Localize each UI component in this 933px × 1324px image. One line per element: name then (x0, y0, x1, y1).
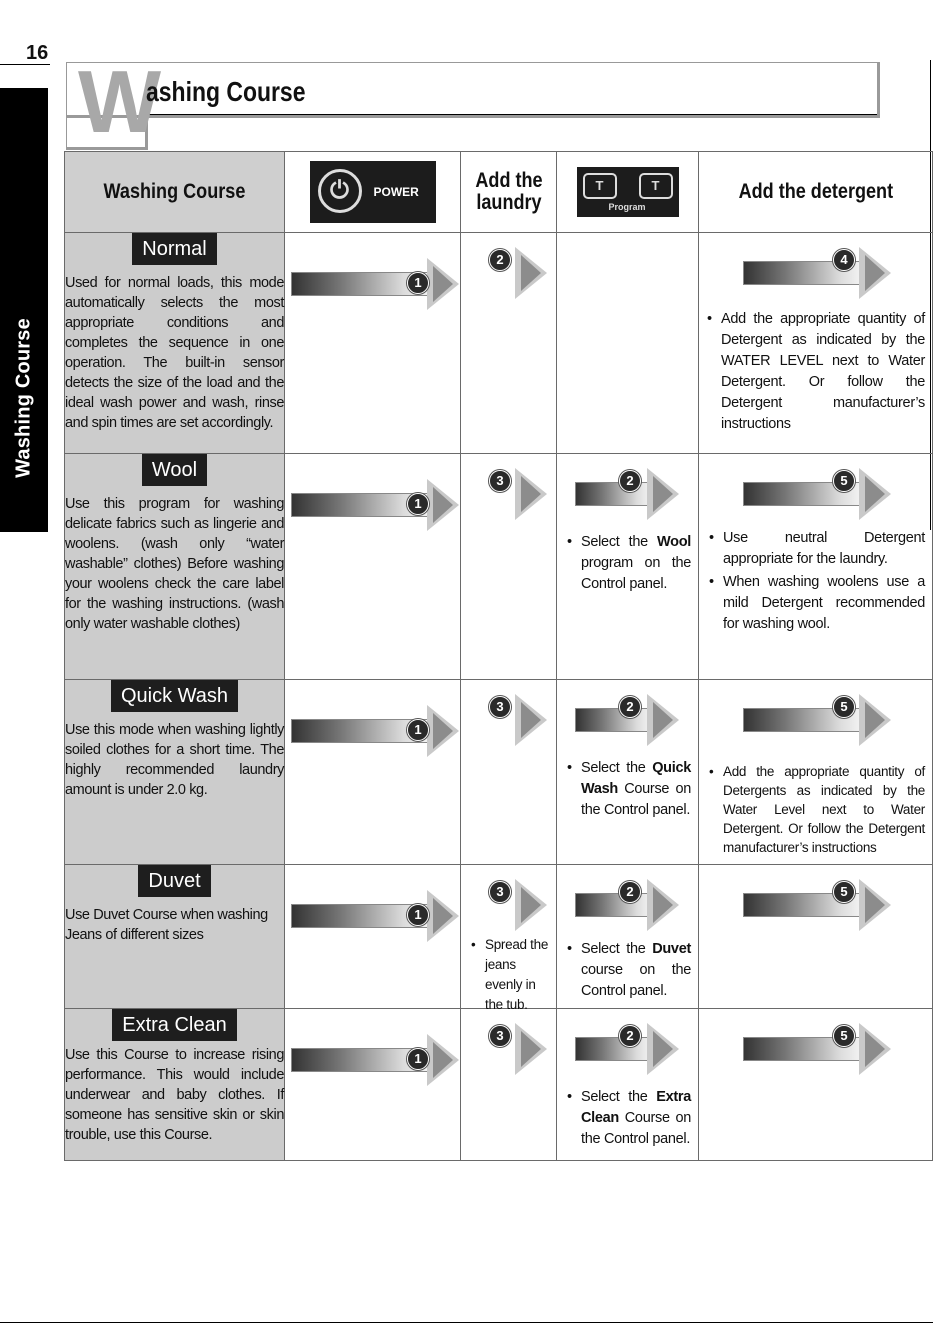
step-number: 5 (833, 1025, 855, 1047)
laundry-step-cell (461, 865, 557, 1012)
step-number: 1 (407, 904, 429, 926)
title-rule (145, 114, 877, 115)
step-arrow (469, 247, 547, 299)
program-note (567, 1087, 691, 1152)
step-arrow (469, 694, 547, 746)
detergent-note (709, 528, 925, 637)
step-number: 2 (619, 470, 641, 492)
program-note (567, 758, 691, 823)
step-arrow (575, 694, 679, 746)
step-number: 5 (833, 881, 855, 903)
note-item: • Spread the jeans evenly in the tub. (471, 935, 551, 1015)
power-step-cell (285, 233, 461, 454)
program-step-cell (557, 865, 699, 1009)
course-row (65, 1009, 933, 1161)
program-step-cell (557, 233, 699, 454)
power-step-cell (285, 454, 461, 680)
title-initial: W (78, 52, 162, 151)
side-tab-label: Washing Course (12, 318, 35, 478)
bottom-rule (0, 1322, 933, 1323)
course-row (65, 454, 933, 680)
detergent-step-cell (699, 233, 933, 454)
course-row (65, 865, 933, 1009)
step-number: 2 (619, 696, 641, 718)
header-program (557, 152, 699, 233)
course-name-cell (65, 454, 285, 680)
step-number: 1 (407, 493, 429, 515)
power-step-cell (285, 1009, 461, 1161)
note-item: • Add the appropriate quantity of Detergents as indicated by the Water Level next to Water Detergent. Or follow the Detergent manufacturer’s instructions (709, 762, 925, 857)
note-item: • Select the Extra Clean Course on the Control panel. (567, 1087, 691, 1150)
step-number: 3 (489, 881, 511, 903)
power-step-cell (285, 680, 461, 865)
step-arrow (743, 694, 891, 746)
program-step-cell (557, 454, 699, 680)
course-description: Used for normal loads, this mode automatically selects the most appropriate conditions and completes the sequence in one operation. The built-in sensor detects the size of the load and the ideal wash power and wash, rinse and spin times are set accordingly. (65, 275, 284, 431)
note-item: • Use neutral Detergent appropriate for the laundry. (709, 528, 925, 570)
step-arrow (469, 879, 547, 931)
page-number-rule (0, 64, 50, 65)
program-panel (577, 167, 679, 217)
laundry-step-cell (461, 1009, 557, 1161)
step-number: 2 (489, 249, 511, 271)
course-badge: Duvet (138, 865, 210, 897)
step-arrow (291, 479, 459, 531)
header-power (285, 152, 461, 233)
detergent-note (707, 309, 925, 437)
course-name-cell (65, 1009, 285, 1161)
step-arrow (743, 247, 891, 299)
course-name-cell (65, 865, 285, 1009)
laundry-step-cell (461, 454, 557, 680)
program-step-cell (557, 1009, 699, 1161)
step-arrow (575, 879, 679, 931)
step-arrow (469, 1023, 547, 1075)
header-add-laundry: Add the laundry (461, 152, 557, 233)
laundry-step-cell (461, 233, 557, 454)
washing-course-table (64, 151, 933, 1161)
course-badge: Extra Clean (112, 1009, 237, 1041)
detergent-note (709, 762, 925, 859)
note-item: • Select the Quick Wash Course on the Control panel. (567, 758, 691, 821)
step-arrow (291, 1034, 459, 1086)
course-description: Use this program for washing delicate fabrics such as lingerie and woolens. (wash only “water washable” clothes) Before washing your woolens check the care label for the washing instructions. (wash only water washable clothes) (65, 496, 284, 632)
step-number: 5 (833, 470, 855, 492)
power-label: POWER (373, 185, 419, 199)
step-number: 1 (407, 719, 429, 741)
course-badge: Wool (142, 454, 207, 486)
course-name-cell (65, 233, 285, 454)
step-number: 5 (833, 696, 855, 718)
step-arrow (743, 879, 891, 931)
laundry-note (471, 935, 551, 1017)
detergent-step-cell (699, 454, 933, 680)
course-description: Use this mode when washing lightly soiled clothes for a short time. The highly recommended laundry amount is under 2.0 kg. (65, 722, 284, 798)
note-item: • Add the appropriate quantity of Detergent as indicated by the WATER LEVEL next to Water Detergent. Or follow the Detergent manufacturer’s instructions (707, 309, 925, 435)
step-arrow (469, 468, 547, 520)
step-arrow (743, 1023, 891, 1075)
step-number: 2 (619, 1025, 641, 1047)
step-arrow (291, 258, 459, 310)
header-row (65, 152, 933, 233)
program-note (567, 532, 691, 597)
course-description: Use this Course to increase rising performance. This would include underwear and baby clothes. If someone has sensitive skin or skin trouble, use this Course. (65, 1047, 284, 1143)
step-arrow (575, 1023, 679, 1075)
header-add-detergent: Add the detergent (699, 152, 933, 233)
course-row (65, 680, 933, 865)
detergent-step-cell (699, 680, 933, 865)
detergent-step-cell (699, 1009, 933, 1161)
power-icon: ⏻ (330, 177, 349, 204)
course-badge: Normal (132, 233, 216, 265)
shirt-icon: T (639, 173, 673, 199)
course-badge: Quick Wash (111, 680, 238, 712)
course-name-cell (65, 680, 285, 865)
power-panel (310, 161, 436, 223)
header-washing-course: Washing Course (65, 152, 285, 233)
step-arrow (291, 890, 459, 942)
laundry-step-cell (461, 680, 557, 865)
page-number: 16 (26, 42, 49, 64)
program-step-cell (557, 680, 699, 865)
step-number: 3 (489, 1025, 511, 1047)
program-note (567, 939, 691, 1004)
step-number: 4 (833, 249, 855, 271)
note-item: • When washing woolens use a mild Detergent recommended for washing wool. (709, 572, 925, 635)
course-description: Use Duvet Course when washing Jeans of different sizes (65, 907, 268, 943)
detergent-step-cell (699, 865, 933, 1009)
step-arrow (743, 468, 891, 520)
step-arrow (291, 705, 459, 757)
step-number: 1 (407, 272, 429, 294)
power-step-cell (285, 865, 461, 1009)
course-row (65, 233, 933, 454)
shirt-icon: T (583, 173, 617, 199)
step-number: 3 (489, 696, 511, 718)
step-number: 1 (407, 1048, 429, 1070)
note-item: • Select the Wool program on the Control panel. (567, 532, 691, 595)
step-arrow (575, 468, 679, 520)
step-number: 3 (489, 470, 511, 492)
program-label: Program (608, 202, 646, 212)
page-title: ashing Course (146, 76, 306, 107)
note-item: • Select the Duvet course on the Control panel. (567, 939, 691, 1002)
side-tab (0, 88, 48, 532)
step-number: 2 (619, 881, 641, 903)
